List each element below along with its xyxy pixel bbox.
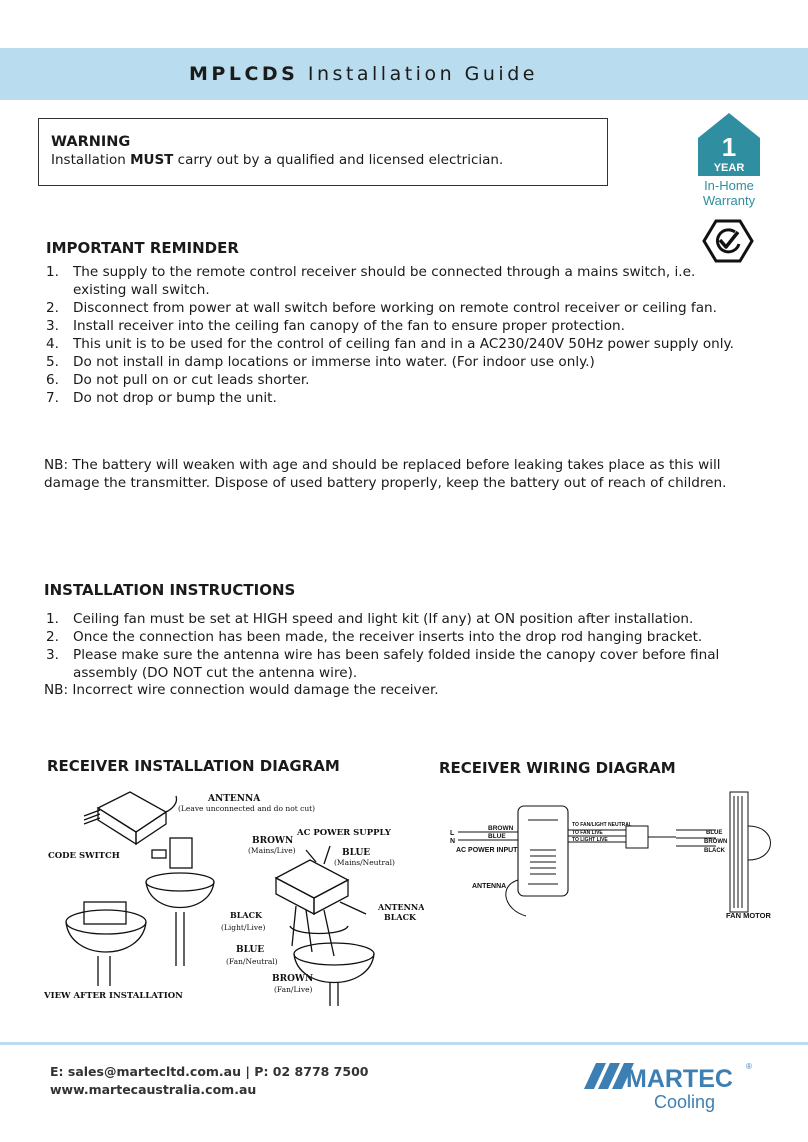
label-blue-2: BLUE [236,945,265,955]
canopy-bowl-top [146,838,214,966]
warning-text-after: carry out by a qualified and licensed electrician. [173,152,504,168]
list-item-text: Install receiver into the ceiling fan canopy of the fan to ensure proper protection. [73,318,625,334]
label-antenna: ANTENNA [208,794,261,804]
list-item-text: Please make sure the antenna wire has been safely folded inside the canopy cover before final assembly (DO NOT cut the antenna wire). [73,647,720,681]
label-code-switch: CODE SWITCH [48,851,120,861]
list-item [46,317,746,335]
label-blue-2-sub: (Fan/Neutral) [226,957,278,966]
logo-sub: Cooling [654,1092,716,1112]
warning-box [38,118,608,186]
wire-label-brown: BROWN [488,825,514,832]
list-item-number: 2. [46,300,59,316]
wire-label-to-fan-live: TO FAN LIVE [572,830,603,836]
label-brown-2: BROWN [272,974,314,984]
installation-note: NB: Incorrect wire connection would damage the receiver. [44,682,439,698]
canopy-bowl-view [66,902,146,986]
list-item-text: The supply to the remote control receiver should be connected through a mains switch, i.e. existing wall switch. [73,264,696,298]
label-view-after: VIEW AFTER INSTALLATION [44,991,183,1001]
list-item-number: 4. [46,336,59,352]
receiver-wiring-diagram [448,790,788,930]
warranty-number: 1 [721,132,737,162]
list-item-text: Do not pull on or cut leads shorter. [73,372,310,388]
brand-name: MPLCDS [189,63,299,85]
label-ac-power: AC POWER SUPPLY [297,828,391,838]
list-item-number: 5. [46,354,59,370]
motor-label-blue: BLUE [706,830,723,836]
list-item [46,371,746,389]
label-antenna-2: ANTENNA [378,902,424,912]
warning-text [51,151,595,169]
motor-label-brown: BROWN [704,839,728,845]
label-black: BLACK [230,910,262,920]
motor-label-fan-motor: FAN MOTOR [726,911,771,920]
list-item [46,610,746,628]
label-blue: BLUE [342,848,371,858]
list-item-number: 3. [46,647,59,663]
fan-motor [730,792,771,912]
list-item-number: 6. [46,372,59,388]
installation-heading: INSTALLATION INSTRUCTIONS [44,581,296,599]
list-item-text: This unit is to be used for the control of ceiling fan and in a AC230/240V 50Hz power supply only. [73,336,734,352]
house-icon [694,110,764,178]
label-brown-2-sub: (Fan/Live) [274,985,313,994]
title-text: Installation Guide [307,63,538,85]
wire-label-antenna: ANTENNA [472,883,507,890]
list-item-text: Once the connection has been made, the receiver inserts into the drop rod hanging bracket. [73,629,703,645]
list-item [46,353,746,371]
logo-brand: MARTEC [626,1065,733,1093]
warranty-year: YEAR [713,162,745,174]
wire-label-to-neutral: TO FAN/LIGHT NEUTRAL [572,822,632,828]
label-blue-sub: (Mains/Neutral) [334,858,395,867]
list-item-text: Do not drop or bump the unit. [73,390,277,406]
receiver-unit [84,792,177,844]
warning-title: WARNING [51,134,131,150]
warning-text-before: Installation [51,152,131,168]
footer-contact [50,1063,368,1099]
rcm-compliance-icon [702,218,754,264]
label-brown: BROWN [252,836,294,846]
martec-logo [576,1055,758,1113]
receiver-box [518,806,568,896]
list-item [46,646,746,682]
list-item-text: Disconnect from power at wall switch before working on remote control receiver or ceiling fan. [73,300,717,316]
warranty-badge [694,110,764,208]
footer-divider [0,1042,808,1045]
receiver-installation-heading: RECEIVER INSTALLATION DIAGRAM [47,757,340,775]
reminder-note: NB: The battery will weaken with age and should be replaced before leaking takes place as this will damage the transmitter. Dispose of used battery properly, keep the battery out of reach of children. [44,457,727,491]
list-item-text: Do not install in damp locations or immerse into water. (For indoor use only.) [73,354,595,370]
website-link[interactable]: www.martecaustralia.com.au [50,1082,257,1097]
wire-label-l: L [450,830,455,837]
reminder-heading: IMPORTANT REMINDER [46,239,239,257]
list-item [46,335,746,353]
motor-label-black: BLACK [704,848,725,854]
list-item [46,389,746,407]
receiver-installation-diagram [44,786,424,1006]
list-item-number: 2. [46,629,59,645]
warranty-line-2: Warranty [702,193,756,208]
list-item-number: 1. [46,264,59,280]
wire-label-n: N [450,838,456,845]
contact-line[interactable]: E: sales@martecltd.com.au | P: 02 8778 7500 [50,1064,369,1079]
reminder-list [46,263,746,407]
wire-label-to-light-live: TO LIGHT LIVE [572,837,608,843]
label-black-sub: (Light/Live) [221,923,266,932]
wire-label-blue: BLUE [488,833,506,840]
warning-text-bold: MUST [130,152,174,168]
warranty-line-1: In-Home [704,178,754,193]
wire-label-ac-input: AC POWER INPUT [456,847,518,854]
label-brown-sub: (Mains/Live) [248,846,296,855]
page-title [189,63,538,85]
list-item-number: 3. [46,318,59,334]
list-item [46,263,746,299]
label-antenna-note: (Leave unconnected and do not cut) [178,804,316,813]
logo-registered: ® [746,1062,752,1071]
list-item-text: Ceiling fan must be set at HIGH speed and light kit (If any) at ON position after installation. [73,611,694,627]
installation-list [46,610,746,682]
list-item-number: 7. [46,390,59,406]
list-item [46,299,746,317]
list-item-number: 1. [46,611,59,627]
list-item [46,628,746,646]
receiver-wiring-heading: RECEIVER WIRING DIAGRAM [439,759,676,777]
label-black-2: BLACK [384,912,416,922]
